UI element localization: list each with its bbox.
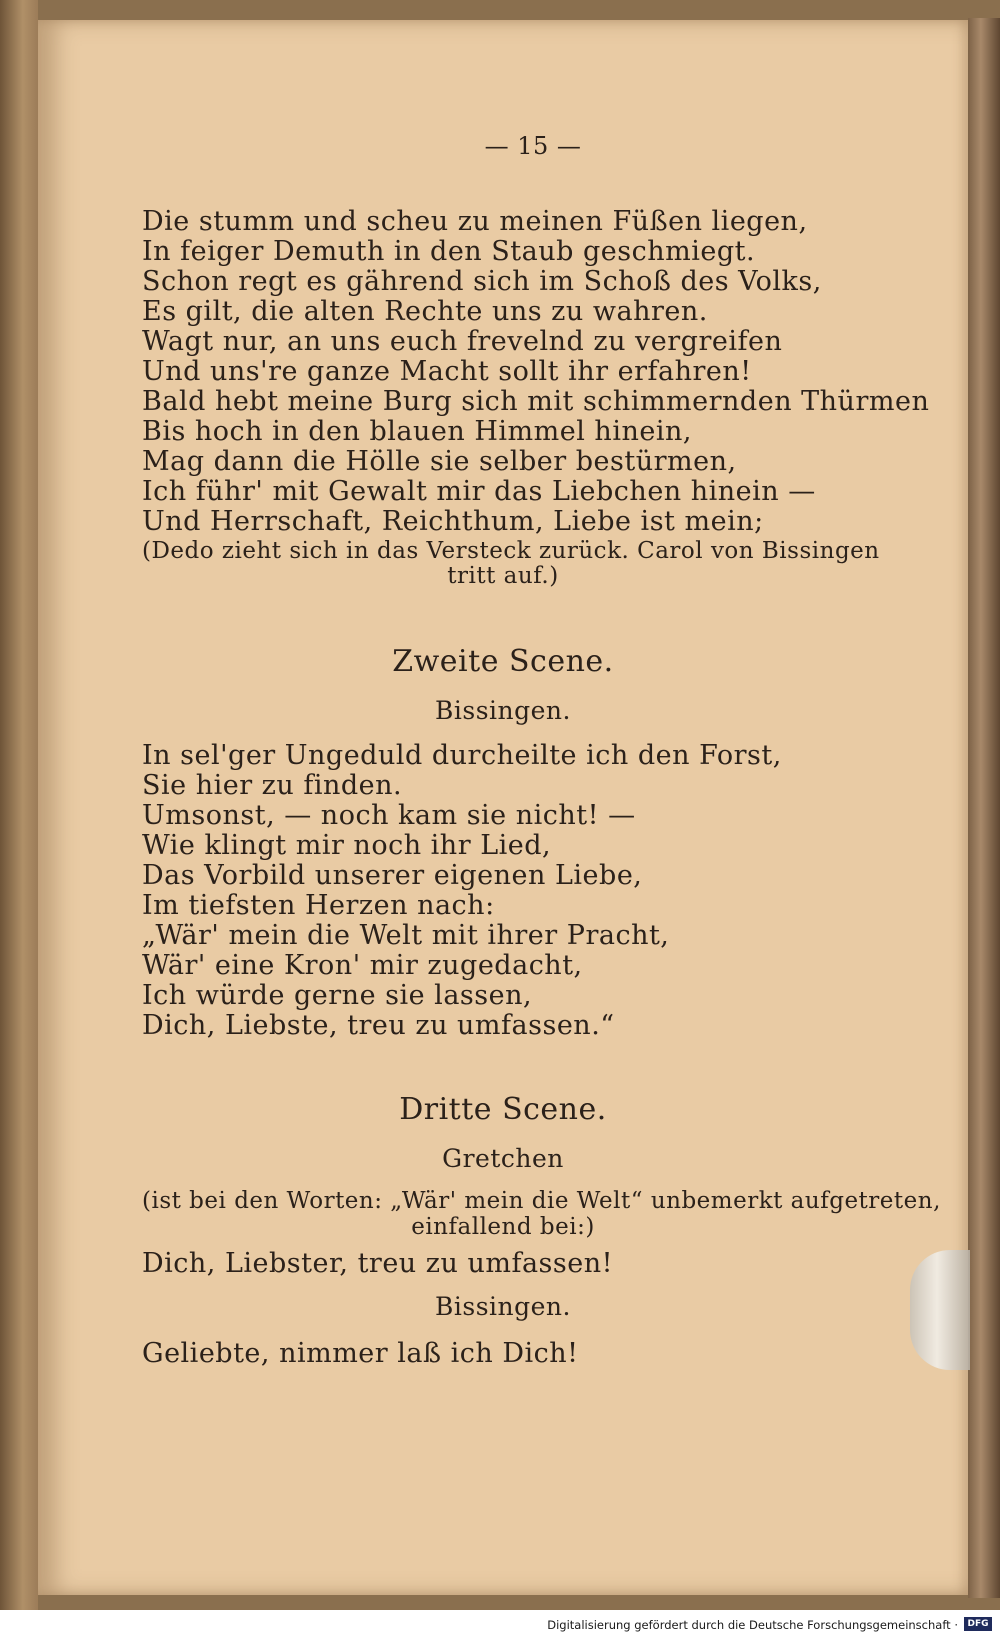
speaker-name: Bissingen.: [435, 696, 571, 725]
verse-line: In sel'ger Ungeduld durcheilte ich den Forst,: [142, 740, 782, 771]
verse-line: Geliebte, nimmer laß ich Dich!: [142, 1338, 579, 1369]
verse-line: Umsonst, — noch kam sie nicht! —: [142, 800, 636, 831]
page-number: — 15 —: [484, 132, 582, 160]
verse-line: Schon regt es gährend sich im Schoß des Volks,: [142, 266, 822, 297]
verse-line: Ich würde gerne sie lassen,: [142, 980, 533, 1011]
verse-line: Im tiefsten Herzen nach:: [142, 890, 495, 921]
speaker-name: Gretchen: [442, 1144, 564, 1173]
verse-line: Und uns're ganze Macht sollt ihr erfahren!: [142, 356, 752, 387]
verse-line: Es gilt, die alten Rechte uns zu wahren.: [142, 296, 708, 327]
speaker-name: Bissingen.: [435, 1292, 571, 1321]
verse-line: Die stumm und scheu zu meinen Füßen liegen,: [142, 206, 808, 237]
verse-line: Bald hebt meine Burg sich mit schimmernden Thürmen: [142, 386, 930, 417]
verse-line: Das Vorbild unserer eigenen Liebe,: [142, 860, 643, 891]
footer-bar: [0, 1612, 1000, 1640]
dfg-logo-icon: DFG: [964, 1617, 992, 1631]
book-page: [38, 20, 968, 1595]
verse-line: Ich führ' mit Gewalt mir das Liebchen hinein —: [142, 476, 816, 507]
verse-line: Wär' eine Kron' mir zugedacht,: [142, 950, 583, 981]
verse-line: Und Herrschaft, Reichthum, Liebe ist mein;: [142, 506, 764, 537]
verse-line: „Wär' mein die Welt mit ihrer Pracht,: [142, 920, 670, 951]
verse-line: Dich, Liebster, treu zu umfassen!: [142, 1248, 613, 1279]
scene-title: Zweite Scene.: [392, 644, 614, 679]
verse-line: Wie klingt mir noch ihr Lied,: [142, 830, 552, 861]
verse-line: In feiger Demuth in den Staub geschmiegt.: [142, 236, 756, 267]
stage-direction: einfallend bei:): [411, 1214, 595, 1240]
page-clip: [910, 1250, 970, 1370]
scene-title: Dritte Scene.: [399, 1092, 607, 1127]
funding-credit: Digitalisierung gefördert durch die Deutsche Forschungsgemeinschaft ·: [547, 1618, 958, 1632]
verse-line: Mag dann die Hölle sie selber bestürmen,: [142, 446, 737, 477]
book-spine: [0, 0, 38, 1610]
verse-line: Sie hier zu finden.: [142, 770, 403, 801]
page-edge: [968, 18, 1000, 1598]
stage-direction: (Dedo zieht sich in das Versteck zurück. Carol von Bissingen: [142, 538, 880, 564]
stage-direction: tritt auf.): [447, 563, 559, 589]
stage-direction: (ist bei den Worten: „Wär' mein die Welt“ unbemerkt aufgetreten,: [142, 1188, 941, 1214]
verse-line: Wagt nur, an uns euch frevelnd zu vergreifen: [142, 326, 783, 357]
verse-line: Dich, Liebste, treu zu umfassen.“: [142, 1010, 615, 1041]
verse-line: Bis hoch in den blauen Himmel hinein,: [142, 416, 692, 447]
